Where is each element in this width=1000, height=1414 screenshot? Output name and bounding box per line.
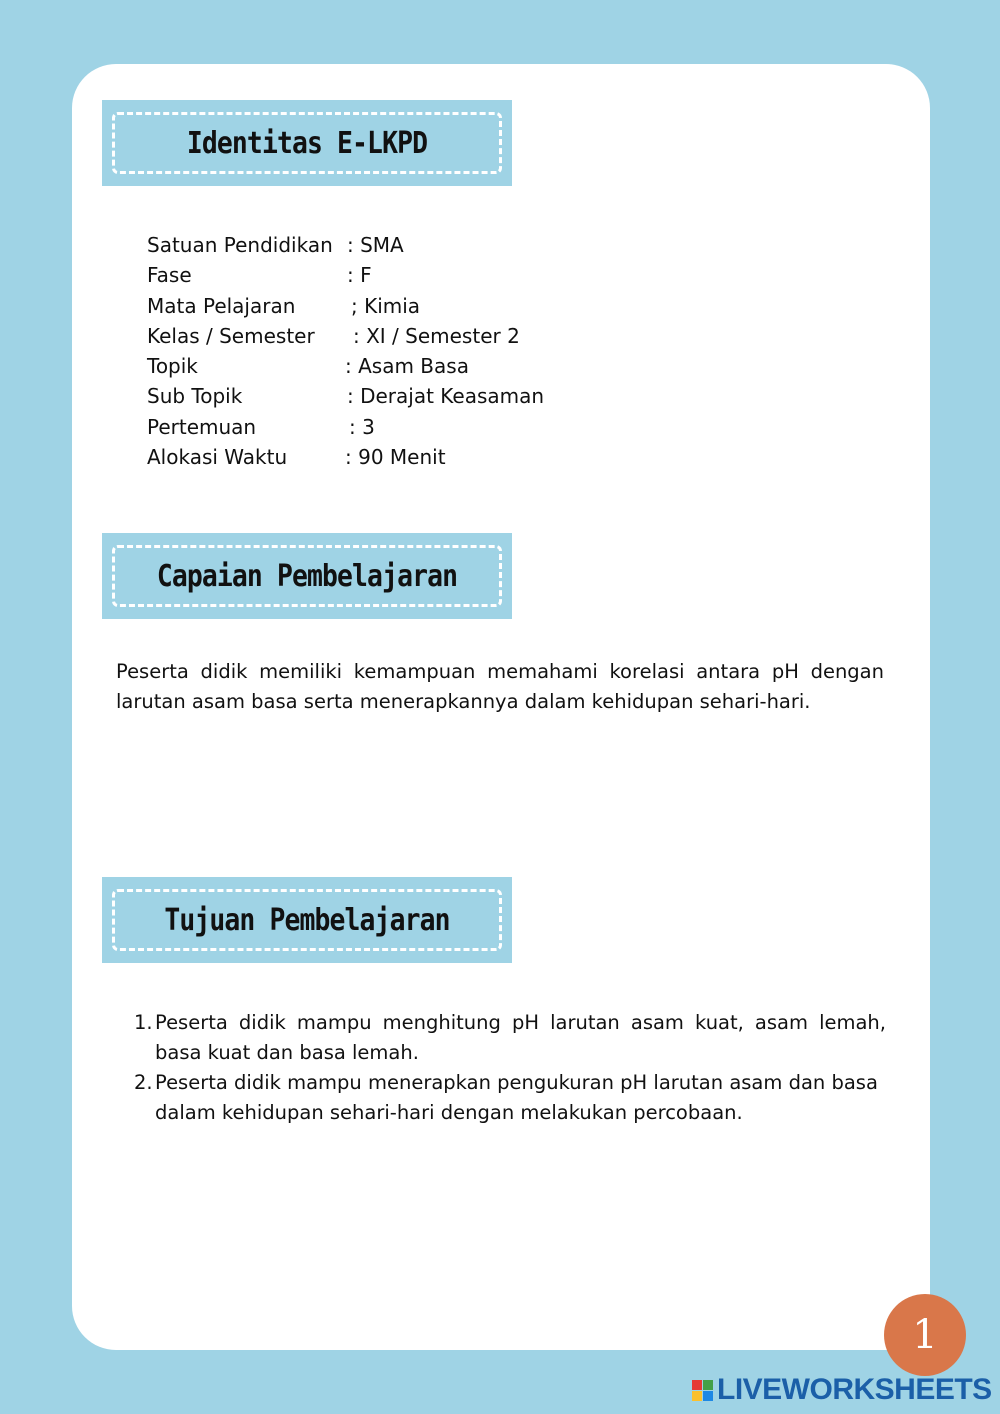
page-number-badge: 1 [884, 1294, 966, 1376]
logo-square [703, 1391, 713, 1401]
identitas-row [147, 351, 544, 381]
logo-square [692, 1391, 702, 1401]
logo-square [692, 1380, 702, 1390]
identitas-label: Fase [147, 263, 192, 288]
identitas-label: Topik [147, 354, 198, 379]
tujuan-title: Tujuan Pembelajaran [164, 902, 450, 938]
list-number: 2. [134, 1071, 153, 1094]
brand-name: LIVEWORKSHEETS [717, 1373, 992, 1406]
identitas-value: : F [347, 263, 372, 288]
identitas-row [147, 230, 544, 260]
tujuan-list [134, 1008, 886, 1128]
identitas-value: : 3 [349, 414, 375, 439]
liveworksheets-brand[interactable] [692, 1375, 992, 1405]
identitas-label: Pertemuan [147, 414, 257, 439]
identitas-label: Kelas / Semester [147, 323, 315, 348]
identitas-row [147, 442, 544, 472]
identitas-value: ; Kimia [351, 293, 421, 318]
list-number: 1. [134, 1011, 153, 1034]
identitas-banner [102, 100, 512, 186]
capaian-paragraph: Peserta didik memiliki kemampuan memahami korelasi antara pH dengan larutan asam basa serta menerapkannya dalam kehidupan sehari-hari. [116, 660, 884, 713]
identitas-row [147, 381, 544, 411]
identitas-list [147, 230, 544, 472]
list-text: Peserta didik mampu menerapkan pengukuran pH larutan asam dan basa dalam kehidupan sehari-hari dengan melakukan percobaan. [155, 1071, 878, 1124]
identitas-title: Identitas E-LKPD [186, 125, 428, 161]
identitas-value: : 90 Menit [345, 445, 446, 470]
identitas-row [147, 291, 544, 321]
identitas-row [147, 260, 544, 290]
list-item [134, 1068, 886, 1128]
identitas-label: Alokasi Waktu [147, 445, 288, 470]
capaian-banner [102, 533, 512, 619]
identitas-value: : SMA [347, 233, 404, 257]
list-text: Peserta didik mampu menghitung pH larutan asam kuat, asam lemah, basa kuat dan basa lemah. [155, 1011, 886, 1064]
identitas-row [147, 412, 544, 442]
identitas-value: : Derajat Keasaman [347, 384, 545, 409]
liveworksheets-logo-icon [692, 1380, 713, 1401]
identitas-label: Satuan Pendidikan [147, 233, 333, 257]
logo-square [703, 1380, 713, 1390]
identitas-value: : XI / Semester 2 [353, 323, 520, 348]
identitas-row [147, 321, 544, 351]
list-item [134, 1008, 886, 1068]
identitas-label: Mata Pelajaran [147, 293, 296, 318]
identitas-value: : Asam Basa [345, 354, 469, 379]
capaian-title: Capaian Pembelajaran [156, 558, 458, 594]
identitas-label: Sub Topik [147, 384, 243, 409]
tujuan-banner [102, 877, 512, 963]
